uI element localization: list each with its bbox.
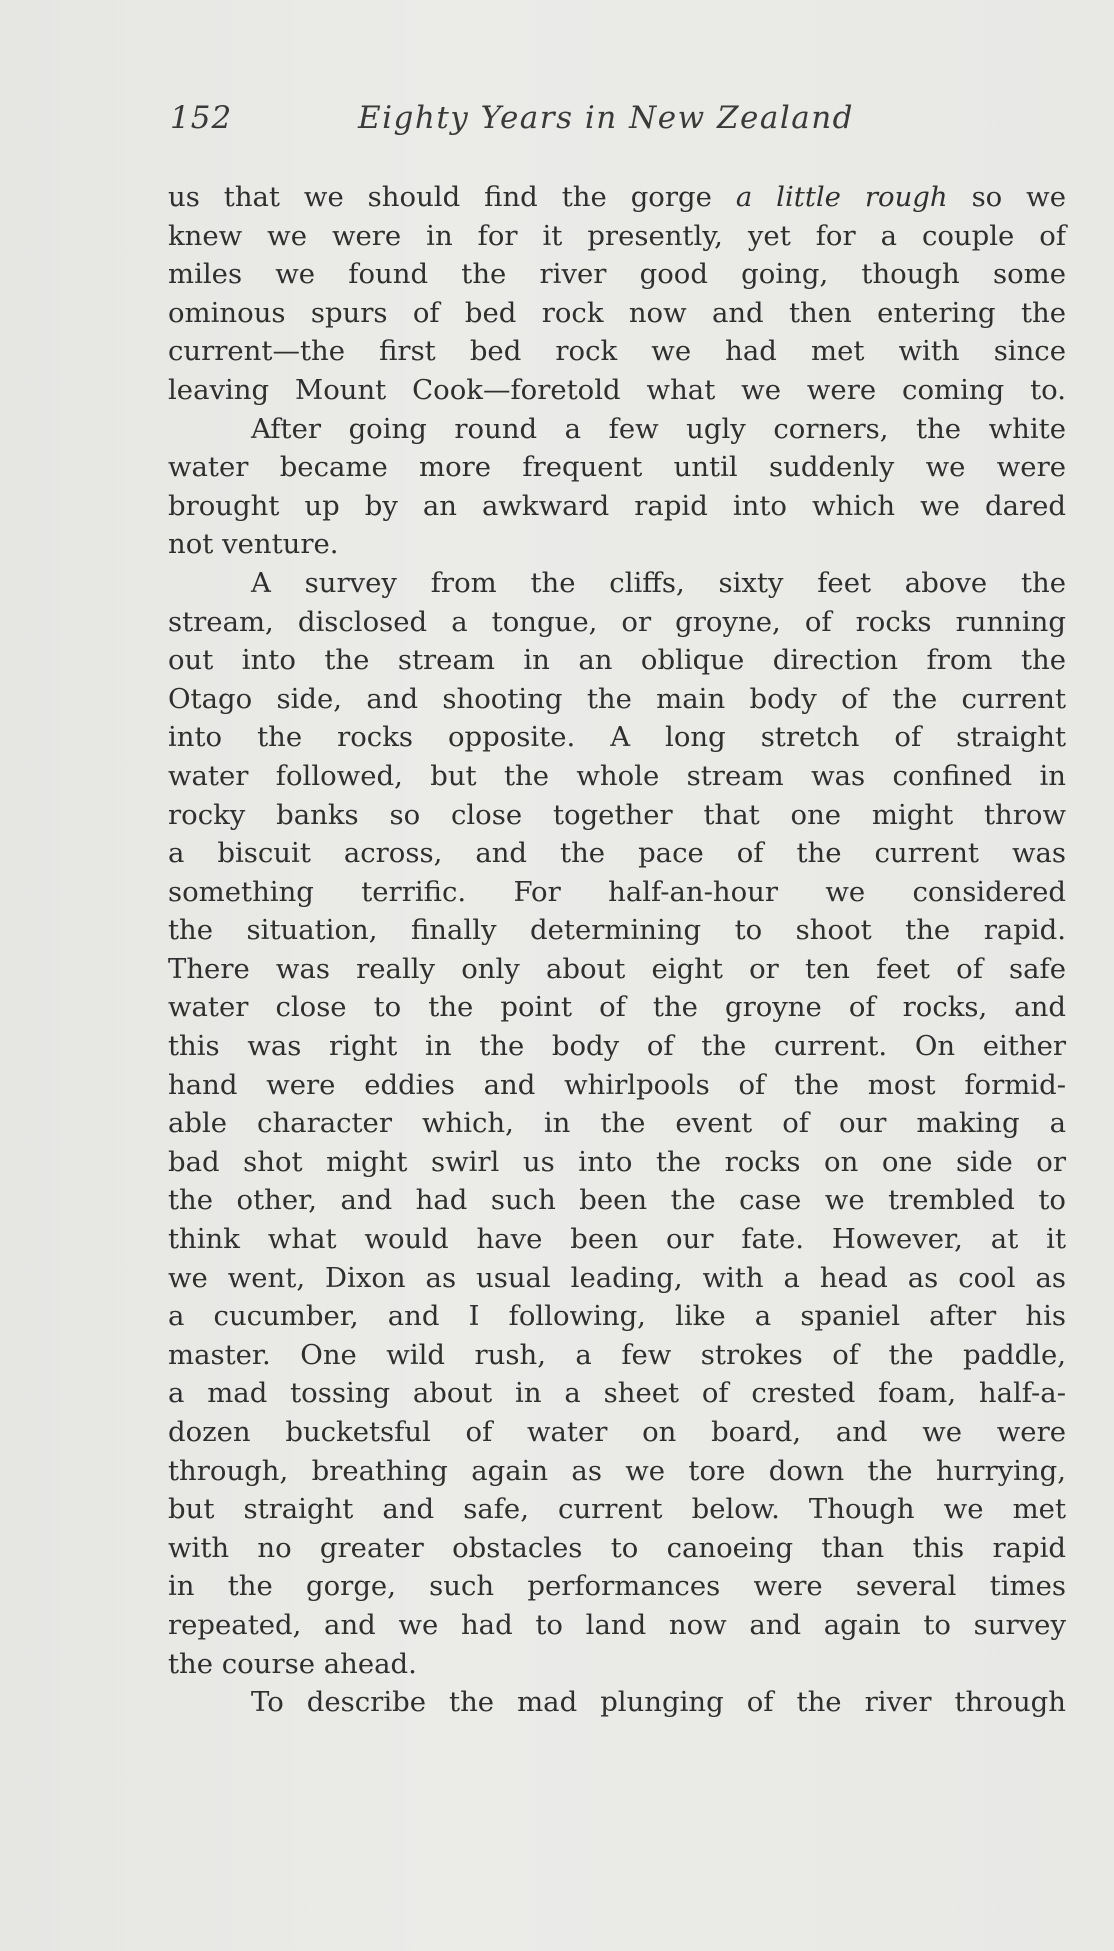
text-segment: dozen bucketsful of water on board, and we were <box>168 1416 1066 1448</box>
text-segment: There was really only about eight or ten feet of safe <box>168 952 1066 985</box>
body-text <box>168 178 1066 1722</box>
text-line <box>168 757 1066 796</box>
text-segment: water close to the point of the groyne of rocks, and <box>168 991 1066 1024</box>
text-line <box>168 1181 1066 1220</box>
text-segment: bad shot might swirl us into the rocks on one side or <box>168 1145 1066 1178</box>
text-segment: Otago side, and shooting the main body of the current <box>168 682 1066 715</box>
text-line <box>168 1104 1066 1143</box>
text-segment: brought up by an awkward rapid into which we dared <box>168 489 1066 522</box>
text-segment: out into the stream in an oblique direction from the <box>168 644 1066 677</box>
text-line <box>168 603 1066 642</box>
text-line <box>168 1529 1066 1568</box>
text-line <box>168 873 1066 912</box>
text-segment: stream, disclosed a tongue, or groyne, of rocks running <box>168 605 1066 638</box>
text-segment: current—the first bed rock we had met with since <box>168 335 1066 368</box>
text-segment: After going round a few ugly corners, the white <box>251 412 1066 445</box>
text-line <box>168 1374 1066 1413</box>
text-segment: ominous spurs of bed rock now and then entering the <box>168 296 1066 329</box>
text-line <box>168 1259 1066 1298</box>
text-line <box>168 1490 1066 1529</box>
text-segment: the other, and had such been the case we trembled to <box>168 1184 1066 1217</box>
text-segment: not venture. <box>168 528 339 561</box>
text-segment: a biscuit across, and the pace of the current was <box>168 837 1066 870</box>
text-line <box>168 255 1066 294</box>
text-segment: the situation, finally determining to shoot the rapid. <box>168 914 1066 947</box>
text-segment: a cucumber, and I following, like a spaniel after his <box>168 1300 1066 1333</box>
running-head <box>170 100 970 150</box>
text-line <box>168 834 1066 873</box>
book-title: Eighty Years in New Zealand <box>358 100 855 136</box>
text-segment: through, breathing again as we tore down the hurrying, <box>168 1454 1066 1487</box>
text-segment: repeated, and we had to land now and again to survey <box>168 1608 1066 1641</box>
text-line <box>168 1143 1066 1182</box>
text-segment: with no greater obstacles to canoeing than this rapid <box>168 1531 1066 1564</box>
text-segment: A survey from the cliffs, sixty feet above the <box>251 566 1066 599</box>
text-segment: in the gorge, such performances were several times <box>168 1570 1066 1603</box>
text-line <box>168 217 1066 256</box>
text-line <box>168 1066 1066 1105</box>
text-line <box>168 1645 1066 1684</box>
text-segment: this was right in the body of the current. On either <box>168 1030 1066 1063</box>
text-line <box>168 294 1066 333</box>
text-line <box>168 1683 1066 1722</box>
text-segment: but straight and safe, current below. Though we met <box>168 1493 1066 1526</box>
text-segment: we went, Dixon as usual leading, with a head as cool as <box>168 1261 1066 1294</box>
text-line <box>168 680 1066 719</box>
text-segment: us that we should find the gorge <box>168 181 736 213</box>
text-line <box>168 1220 1066 1259</box>
text-line <box>168 641 1066 680</box>
text-line <box>168 371 1066 410</box>
text-line <box>168 332 1066 371</box>
text-segment: the course ahead. <box>168 1647 417 1680</box>
text-line <box>168 950 1066 989</box>
text-line <box>168 564 1066 603</box>
text-segment: To describe the mad plunging of the river through <box>251 1686 1066 1719</box>
text-segment: something terrific. For half-an-hour we considered <box>168 875 1066 908</box>
text-segment: a mad tossing about in a sheet of crested foam, half-a- <box>168 1377 1066 1410</box>
text-line <box>168 1452 1066 1491</box>
text-segment: so we <box>947 181 1066 213</box>
text-line <box>168 448 1066 487</box>
emphasized-text: a little rough <box>735 181 948 213</box>
text-segment: think what would have been our fate. However, at it <box>168 1223 1066 1256</box>
page-number: 152 <box>170 100 233 136</box>
text-segment: able character which, in the event of our making a <box>168 1107 1066 1140</box>
text-segment: hand were eddies and whirlpools of the most formid- <box>168 1068 1066 1101</box>
text-line <box>168 525 1066 564</box>
text-segment: miles we found the river good going, though some <box>168 258 1066 291</box>
text-line <box>168 410 1066 449</box>
text-line <box>168 796 1066 835</box>
text-segment: water followed, but the whole stream was confined in <box>168 759 1066 792</box>
text-segment: leaving Mount Cook—foretold what we were coming to. <box>168 373 1066 406</box>
text-segment: water became more frequent until suddenly we were <box>168 451 1066 484</box>
text-line <box>168 1336 1066 1375</box>
text-line <box>168 178 1066 217</box>
text-line <box>168 1297 1066 1336</box>
text-line <box>168 1567 1066 1606</box>
text-segment: into the rocks opposite. A long stretch of straight <box>168 721 1066 754</box>
text-segment: master. One wild rush, a few strokes of the paddle, <box>168 1338 1066 1371</box>
text-segment: knew we were in for it presently, yet for a couple of <box>168 219 1066 252</box>
text-line <box>168 487 1066 526</box>
text-line <box>168 1027 1066 1066</box>
text-line <box>168 718 1066 757</box>
text-line <box>168 1413 1066 1452</box>
text-line <box>168 988 1066 1027</box>
text-line <box>168 1606 1066 1645</box>
text-line <box>168 911 1066 950</box>
text-segment: rocky banks so close together that one might throw <box>168 798 1066 831</box>
